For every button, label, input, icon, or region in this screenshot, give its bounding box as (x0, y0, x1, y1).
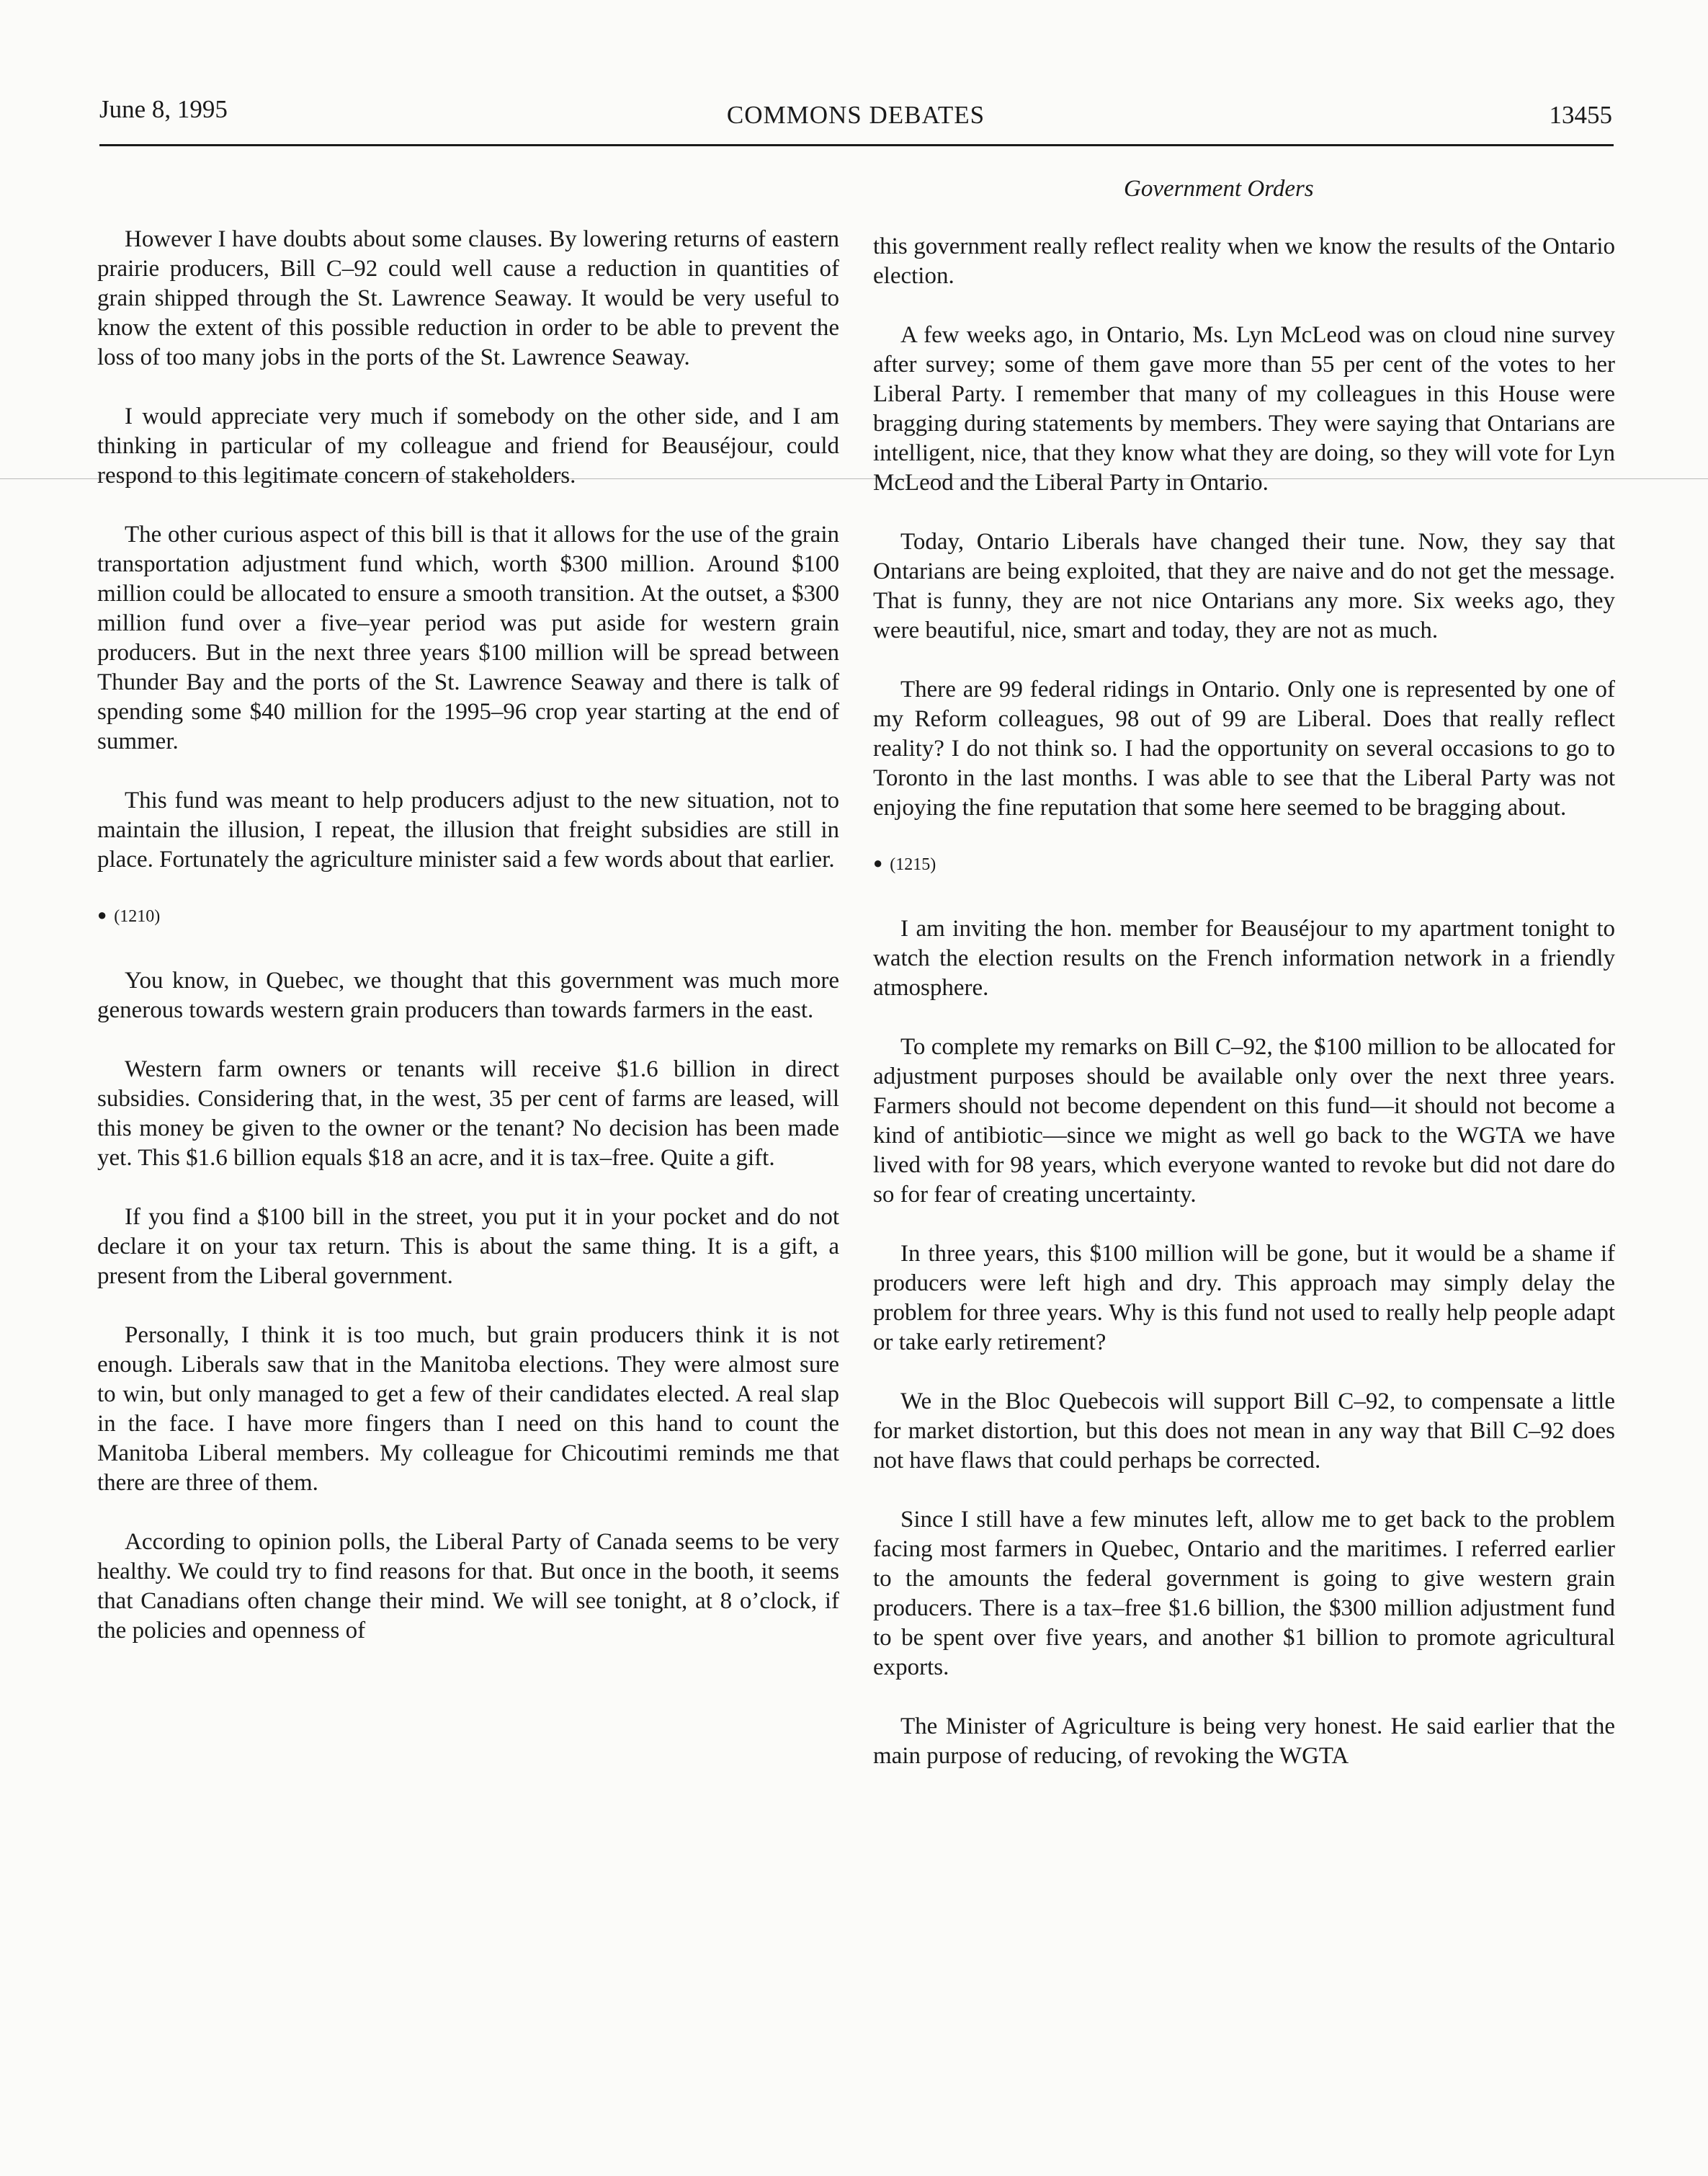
paragraph: According to opinion polls, the Liberal Party of Canada seems to be very healthy. We could try to find reasons for that. But once in the booth, it seems that Canadians often change their mind. We will see tonight, at 8 o’clock, if the policies and openness of (97, 1529, 839, 1644)
paragraph: Western farm owners or tenants will receive $1.6 billion in direct subsidies. Considering that, in the west, 35 per cent of farms are leased, will this money be given to the owner or the tenant? No decision has been made yet. This $1.6 billion equals $18 an acre, and it is tax–free. Quite a gift. (97, 1056, 839, 1171)
header-title: COMMONS DEBATES (726, 101, 985, 129)
continued-paragraph: this government really reflect reality when we know the results of the Ontario election. (873, 233, 1615, 289)
page-header (99, 95, 1612, 138)
paragraph: In three years, this $100 million will be gone, but it would be a shame if producers were left high and dry. This approach may simply delay the problem for three years. Why is this fund not used to really help people adapt or take early retirement? (873, 1241, 1615, 1355)
paragraph: This fund was meant to help producers adjust to the new situation, not to maintain the illusion, I repeat, the illusion that freight subsidies are still in place. Fortunately the agriculture minister said a few words about that earlier. (97, 788, 839, 873)
paragraph: A few weeks ago, in Ontario, Ms. Lyn McLeod was on cloud nine survey after survey; some of them gave more than 55 per cent of the votes to her Liberal Party. I remember that many of my colleagues in this House were bragging during statements by members. They were saying that Ontarians are intelligent, nice, that they know what they are doing, so they will vote for Lyn McLeod and the Liberal Party in Ontario. (873, 322, 1615, 496)
bullet-icon: ● (97, 906, 107, 924)
bullet-icon: ● (873, 854, 883, 872)
paragraph: The other curious aspect of this bill is that it allows for the use of the grain transportation adjustment fund which, worth $300 million. Around $100 million could be allocated to ensure a smooth transition. At the outset, a $300 million fund over a five–year period was put aside for western grain producers. But in the next three years $100 million will be spread between Thunder Bay and the ports of the St. Lawrence Seaway and there is talk of spending some $40 million for the 1995–96 crop year starting at the end of summer. (97, 522, 839, 754)
paragraph: Personally, I think it is too much, but grain producers think it is not enough. Liberals saw that in the Manitoba elections. They were almost sure to win, but only managed to get a few of their candidates elected. A real slap in the face. I have more fingers than I need on this hand to count the Manitoba Liberal members. My colleague for Chicoutimi reminds me that there are three of them. (97, 1322, 839, 1496)
time-marker-text: (1215) (890, 855, 936, 874)
paragraph: The Minister of Agriculture is being very honest. He said earlier that the main purpose of reducing, of revoking the WGTA (873, 1713, 1615, 1769)
paragraph: We in the Bloc Quebecois will support Bill C–92, to compensate a little for market distortion, but this does not mean in any way that Bill C–92 does not have flaws that could perhaps be corrected. (873, 1388, 1615, 1473)
time-marker-text: (1210) (114, 907, 161, 926)
time-marker (97, 904, 839, 927)
header-date: June 8, 1995 (99, 95, 228, 123)
header-rule (99, 144, 1614, 146)
paragraph: If you find a $100 bill in the street, you put it in your pocket and do not declare it on your tax return. This is about the same thing. It is a gift, a present from the Liberal government. (97, 1204, 839, 1289)
paragraph: Since I still have a few minutes left, allow me to get back to the problem facing most farmers in Quebec, Ontario and the maritimes. I referred earlier to the amounts the federal government is going to give western grain producers. There is a tax–free $1.6 billion, the $300 million adjustment fund to be spent over five years, and another $1 billion to promote agricultural exports. (873, 1507, 1615, 1680)
paragraph: To complete my remarks on Bill C–92, the $100 million to be allocated for adjustment purposes should be available only over the next three years. Farmers should not become dependent on this fund—it should not become a kind of antibiotic—since we might as well go back to the WGTA we have lived with for 98 years, which everyone wanted to revoke but did not dare do so for fear of creating uncertainty. (873, 1034, 1615, 1208)
right-column (873, 232, 1615, 1801)
left-column (97, 225, 839, 1675)
paragraph: However I have doubts about some clauses. By lowering returns of eastern prairie producers, Bill C–92 could well cause a reduction in quantities of grain shipped through the St. Lawrence Seaway. It would be very useful to know the extent of this possible reduction in order to be able to prevent the loss of too many jobs in the ports of the St. Lawrence Seaway. (97, 226, 839, 370)
paragraph: I am inviting the hon. member for Beauséjour to my apartment tonight to watch the election results on the French information network in a friendly atmosphere. (873, 916, 1615, 1001)
paragraph: Today, Ontario Liberals have changed their tune. Now, they say that Ontarians are being exploited, that they are naive and do not get the message. That is funny, they are not nice Ontarians any more. Six weeks ago, they were beautiful, nice, smart and today, they are not as much. (873, 529, 1615, 643)
section-label: Government Orders (1124, 176, 1314, 202)
paragraph: You know, in Quebec, we thought that this government was much more generous towards western grain producers than towards farmers in the east. (97, 968, 839, 1023)
header-page-number: 13455 (1549, 101, 1612, 129)
time-marker (873, 852, 1615, 875)
paragraph: There are 99 federal ridings in Ontario. Only one is represented by one of my Reform colleagues, 98 out of 99 are Liberal. Does that really reflect reality? I do not think so. I had the opportunity on several occasions to go to Toronto in the last months. I was able to see that the Liberal Party was not enjoying the fine reputation that some here seemed to be bragging about. (873, 677, 1615, 821)
paragraph: I would appreciate very much if somebody on the other side, and I am thinking in particular of my colleague and friend for Beauséjour, could respond to this legitimate concern of stakeholders. (97, 403, 839, 489)
